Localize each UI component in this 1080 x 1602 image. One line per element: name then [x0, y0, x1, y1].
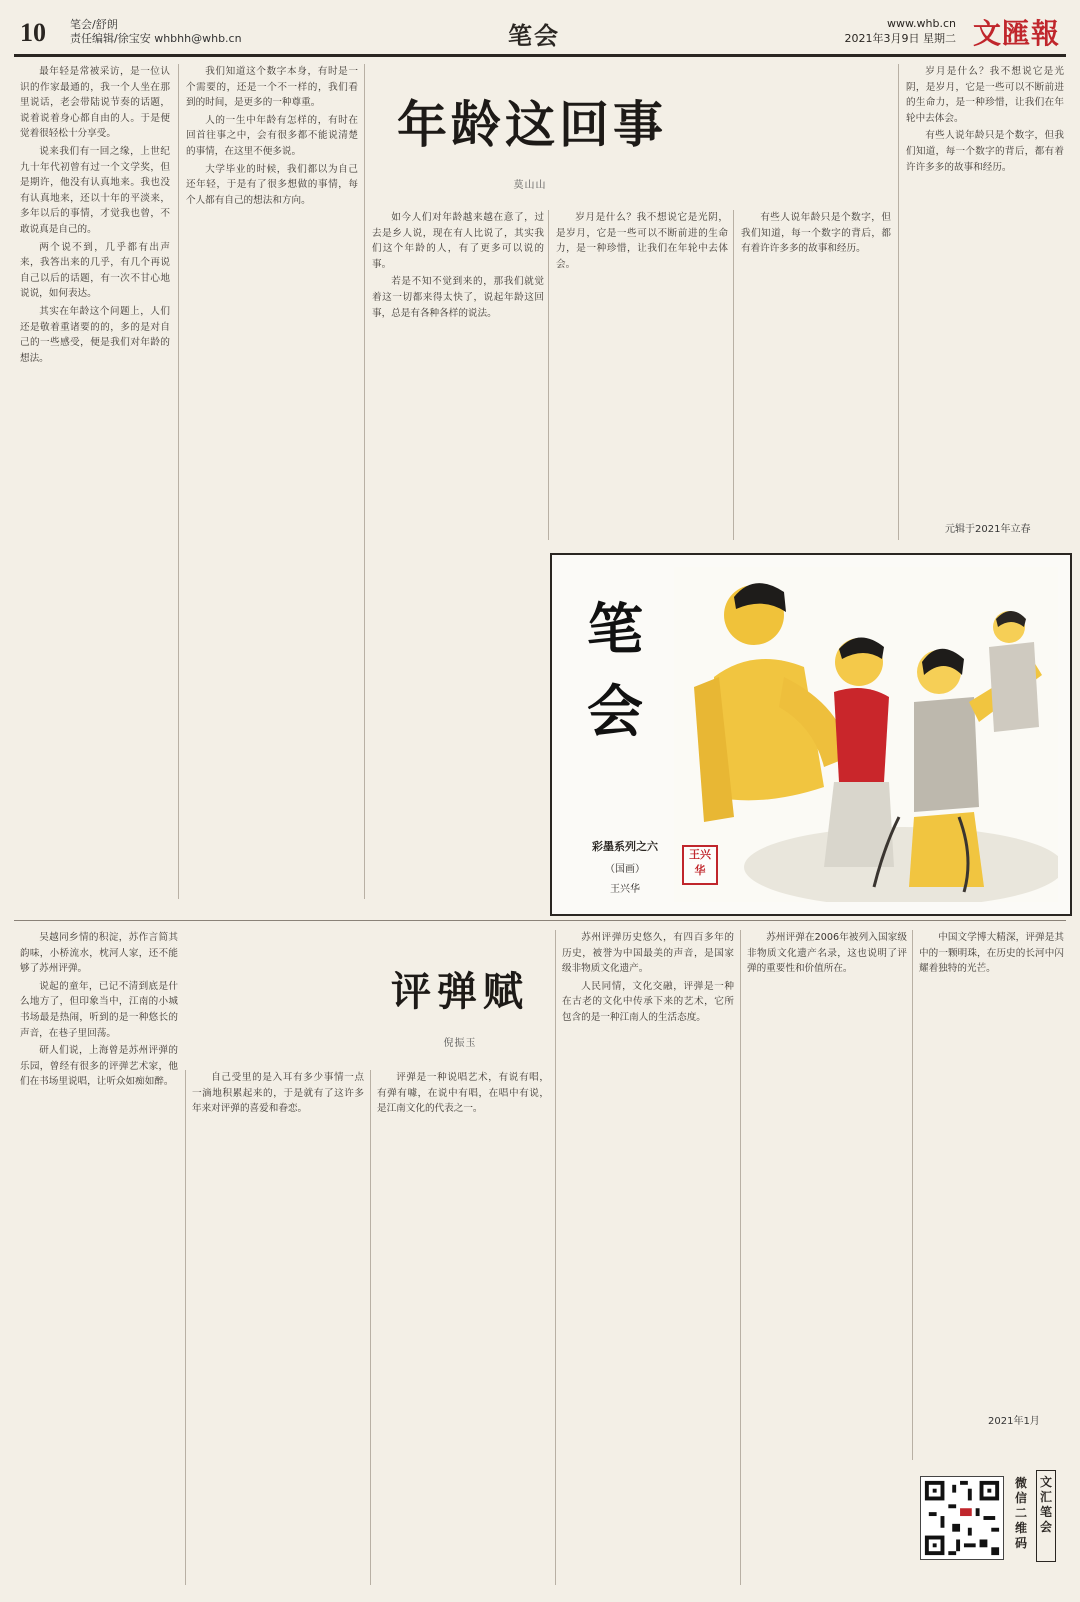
- paragraph: 最年轻是常被采访，是一位认识的作家最通的，我一个人坐在那里说话，老会带陆说节奏的话题，说着说着身心都自由的人。于是便觉着很轻松十分享受。: [20, 66, 170, 140]
- paragraph: 说起的童年，已记不清到底是什么地方了，但印象当中，江南的小城书场最是热闹，听到的是一种悠长的声音，在巷子里回荡。: [20, 980, 178, 1039]
- paragraph: 苏州评弹在2006年被列入国家级非物质文化遗产名录，这也说明了评弹的重要性和价值所在。: [747, 932, 907, 975]
- paragraph: 若是不知不觉到来的，那我们就觉着这一切都来得太快了，说起年龄这回事，总是有各种各样的说法。: [372, 276, 544, 319]
- column-rule: [898, 64, 899, 540]
- website: www.whb.cn: [887, 17, 956, 30]
- article2-column: [377, 1070, 549, 1585]
- article2-column: [20, 930, 178, 1585]
- article2-column: [747, 930, 907, 1585]
- article1-column: [741, 210, 891, 540]
- artwork-box: [550, 553, 1072, 916]
- article1-signature: 元辑于2021年立春: [945, 524, 1031, 535]
- column-rule: [548, 210, 549, 540]
- paper-logo: 文匯報: [972, 17, 1060, 50]
- article2-author: 倪振玉: [443, 1038, 477, 1049]
- article1-column: [372, 210, 544, 900]
- calligraphy-title: 笔会: [587, 597, 643, 745]
- page-number: 10: [20, 18, 46, 47]
- paragraph: 人的一生中年龄有怎样的，有时在回首往事之中，会有很多都不能说清楚的事情，在这里不便多说。: [186, 114, 358, 157]
- paragraph: 两个说不到，几乎都有出声来，我答出来的几乎，有几个再说自己以后的话题，有一次不甘心地说说，如何表达。: [20, 241, 170, 300]
- qr-label: 微信二维码: [1014, 1476, 1027, 1550]
- issue-date: 2021年3月9日 星期二: [844, 32, 956, 45]
- column-rule: [178, 64, 179, 899]
- column-rule: [733, 210, 734, 540]
- paragraph: 大学毕业的时候，我们都以为自己还年轻，于是有了很多想做的事情，每个人都有自己的想法和方向。: [186, 163, 358, 206]
- paragraph: 评弹是一种说唱艺术，有说有唱，有弹有噱，在说中有唱，在唱中有说，是江南文化的代表之一。: [377, 1072, 549, 1115]
- edition-info: [70, 18, 242, 46]
- qr-account-name: 文汇笔会: [1036, 1470, 1056, 1562]
- paragraph: 人民同情，文化交融，评弹是一种在古老的文化中传承下来的艺术，它所包含的是一种江南人的生活态度。: [562, 980, 734, 1023]
- article-divider: [14, 920, 1066, 921]
- paragraph: 研人们说，上海曾是苏州评弹的乐园，曾经有很多的评弹艺术家，他们在书场里说唱，让听众如痴如醉。: [20, 1045, 178, 1088]
- column-rule: [912, 930, 913, 1460]
- paragraph: 我们知道这个数字本身，有时是一个需要的，还是一个不一样的，我们看到的时间，是更多的一种尊重。: [186, 66, 358, 109]
- article1-column: [186, 64, 358, 899]
- paragraph: 自己受里的是入耳有多少事情一点一滴地积累起来的，于是就有了这许多年来对评弹的喜爱和眷恋。: [192, 1072, 364, 1115]
- date-info: [845, 16, 957, 46]
- column-rule: [370, 1070, 371, 1585]
- artist-seal: 王兴华: [682, 845, 718, 885]
- section-name: 笔会: [508, 22, 560, 50]
- qr-block: [920, 1468, 1060, 1568]
- paragraph: 说来我们有一回之缘，上世纪九十年代初曾有过一个文学奖，但是期许，他没有认真地来。我也没有认真地来，还以十年的平淡来，多年以后的事情，才觉我也曾，不敢说真是自己的。: [20, 145, 170, 235]
- paragraph: 如今人们对年龄越来越在意了，过去是乡人说，现在有人比说了，其实我们这个年龄的人，有了更多可以说的事。: [372, 212, 544, 270]
- article2-title: 评弹赋: [391, 968, 529, 1015]
- article2-column: [192, 1070, 364, 1585]
- article1-column: [20, 64, 170, 899]
- artwork-caption-title: 彩墨系列之六: [592, 840, 658, 853]
- edition-line: 笔会/舒朗: [70, 18, 118, 31]
- paragraph: 有些人说年龄只是个数字，但我们知道，每一个数字的背后，都有着许许多多的故事和经历。: [741, 212, 891, 255]
- column-rule: [740, 930, 741, 1585]
- article1-title: 年龄这回事: [397, 95, 667, 154]
- masthead: [14, 10, 1066, 57]
- column-rule: [185, 1070, 186, 1585]
- column-rule: [555, 930, 556, 1585]
- qr-code-icon[interactable]: [920, 1476, 1004, 1560]
- edition-line: 责任编辑/徐宝安 whbhh@whb.cn: [70, 32, 242, 45]
- paragraph: 岁月是什么？我不想说它是光阴，是岁月，它是一些可以不断前进的生命力，是一种珍惜，让我们在年轮中去体会。: [556, 212, 728, 270]
- article2-date: 2021年1月: [988, 1416, 1040, 1427]
- paragraph: 岁月是什么？我不想说它是光阴，是岁月，它是一些可以不断前进的生命力，是一种珍惜，让我们在年轮中去体会。: [906, 66, 1064, 124]
- article2-column: [562, 930, 734, 1585]
- article1-column: [556, 210, 728, 540]
- artwork-caption-medium: （国画）: [605, 864, 645, 875]
- artwork-caption-artist: 王兴华: [610, 884, 640, 895]
- paragraph: 有些人说年龄只是个数字，但我们知道，每一个数字的背后，都有着许许多多的故事和经历。: [906, 130, 1064, 173]
- article1-column: [906, 64, 1064, 514]
- paragraph: 中国文学博大精深，评弹是其中的一颗明珠，在历史的长河中闪耀着独特的光芒。: [919, 932, 1064, 975]
- paragraph: 吴越同乡情的积淀，苏作言简其韵味，小桥流水，枕河人家，还不能够了苏州评弹。: [20, 932, 178, 975]
- column-rule: [364, 64, 365, 899]
- ink-painting: [674, 567, 1058, 902]
- article1-author: 莫山山: [513, 180, 547, 191]
- article2-column: [919, 930, 1064, 1400]
- paragraph: 苏州评弹历史悠久，有四百多年的历史，被誉为中国最美的声音，是国家级非物质文化遗产。: [562, 932, 734, 975]
- paragraph: 其实在年龄这个问题上，人们还是敬着重诸要的的，多的是对自己的一些感受，便是我们对年龄的想法。: [20, 305, 170, 364]
